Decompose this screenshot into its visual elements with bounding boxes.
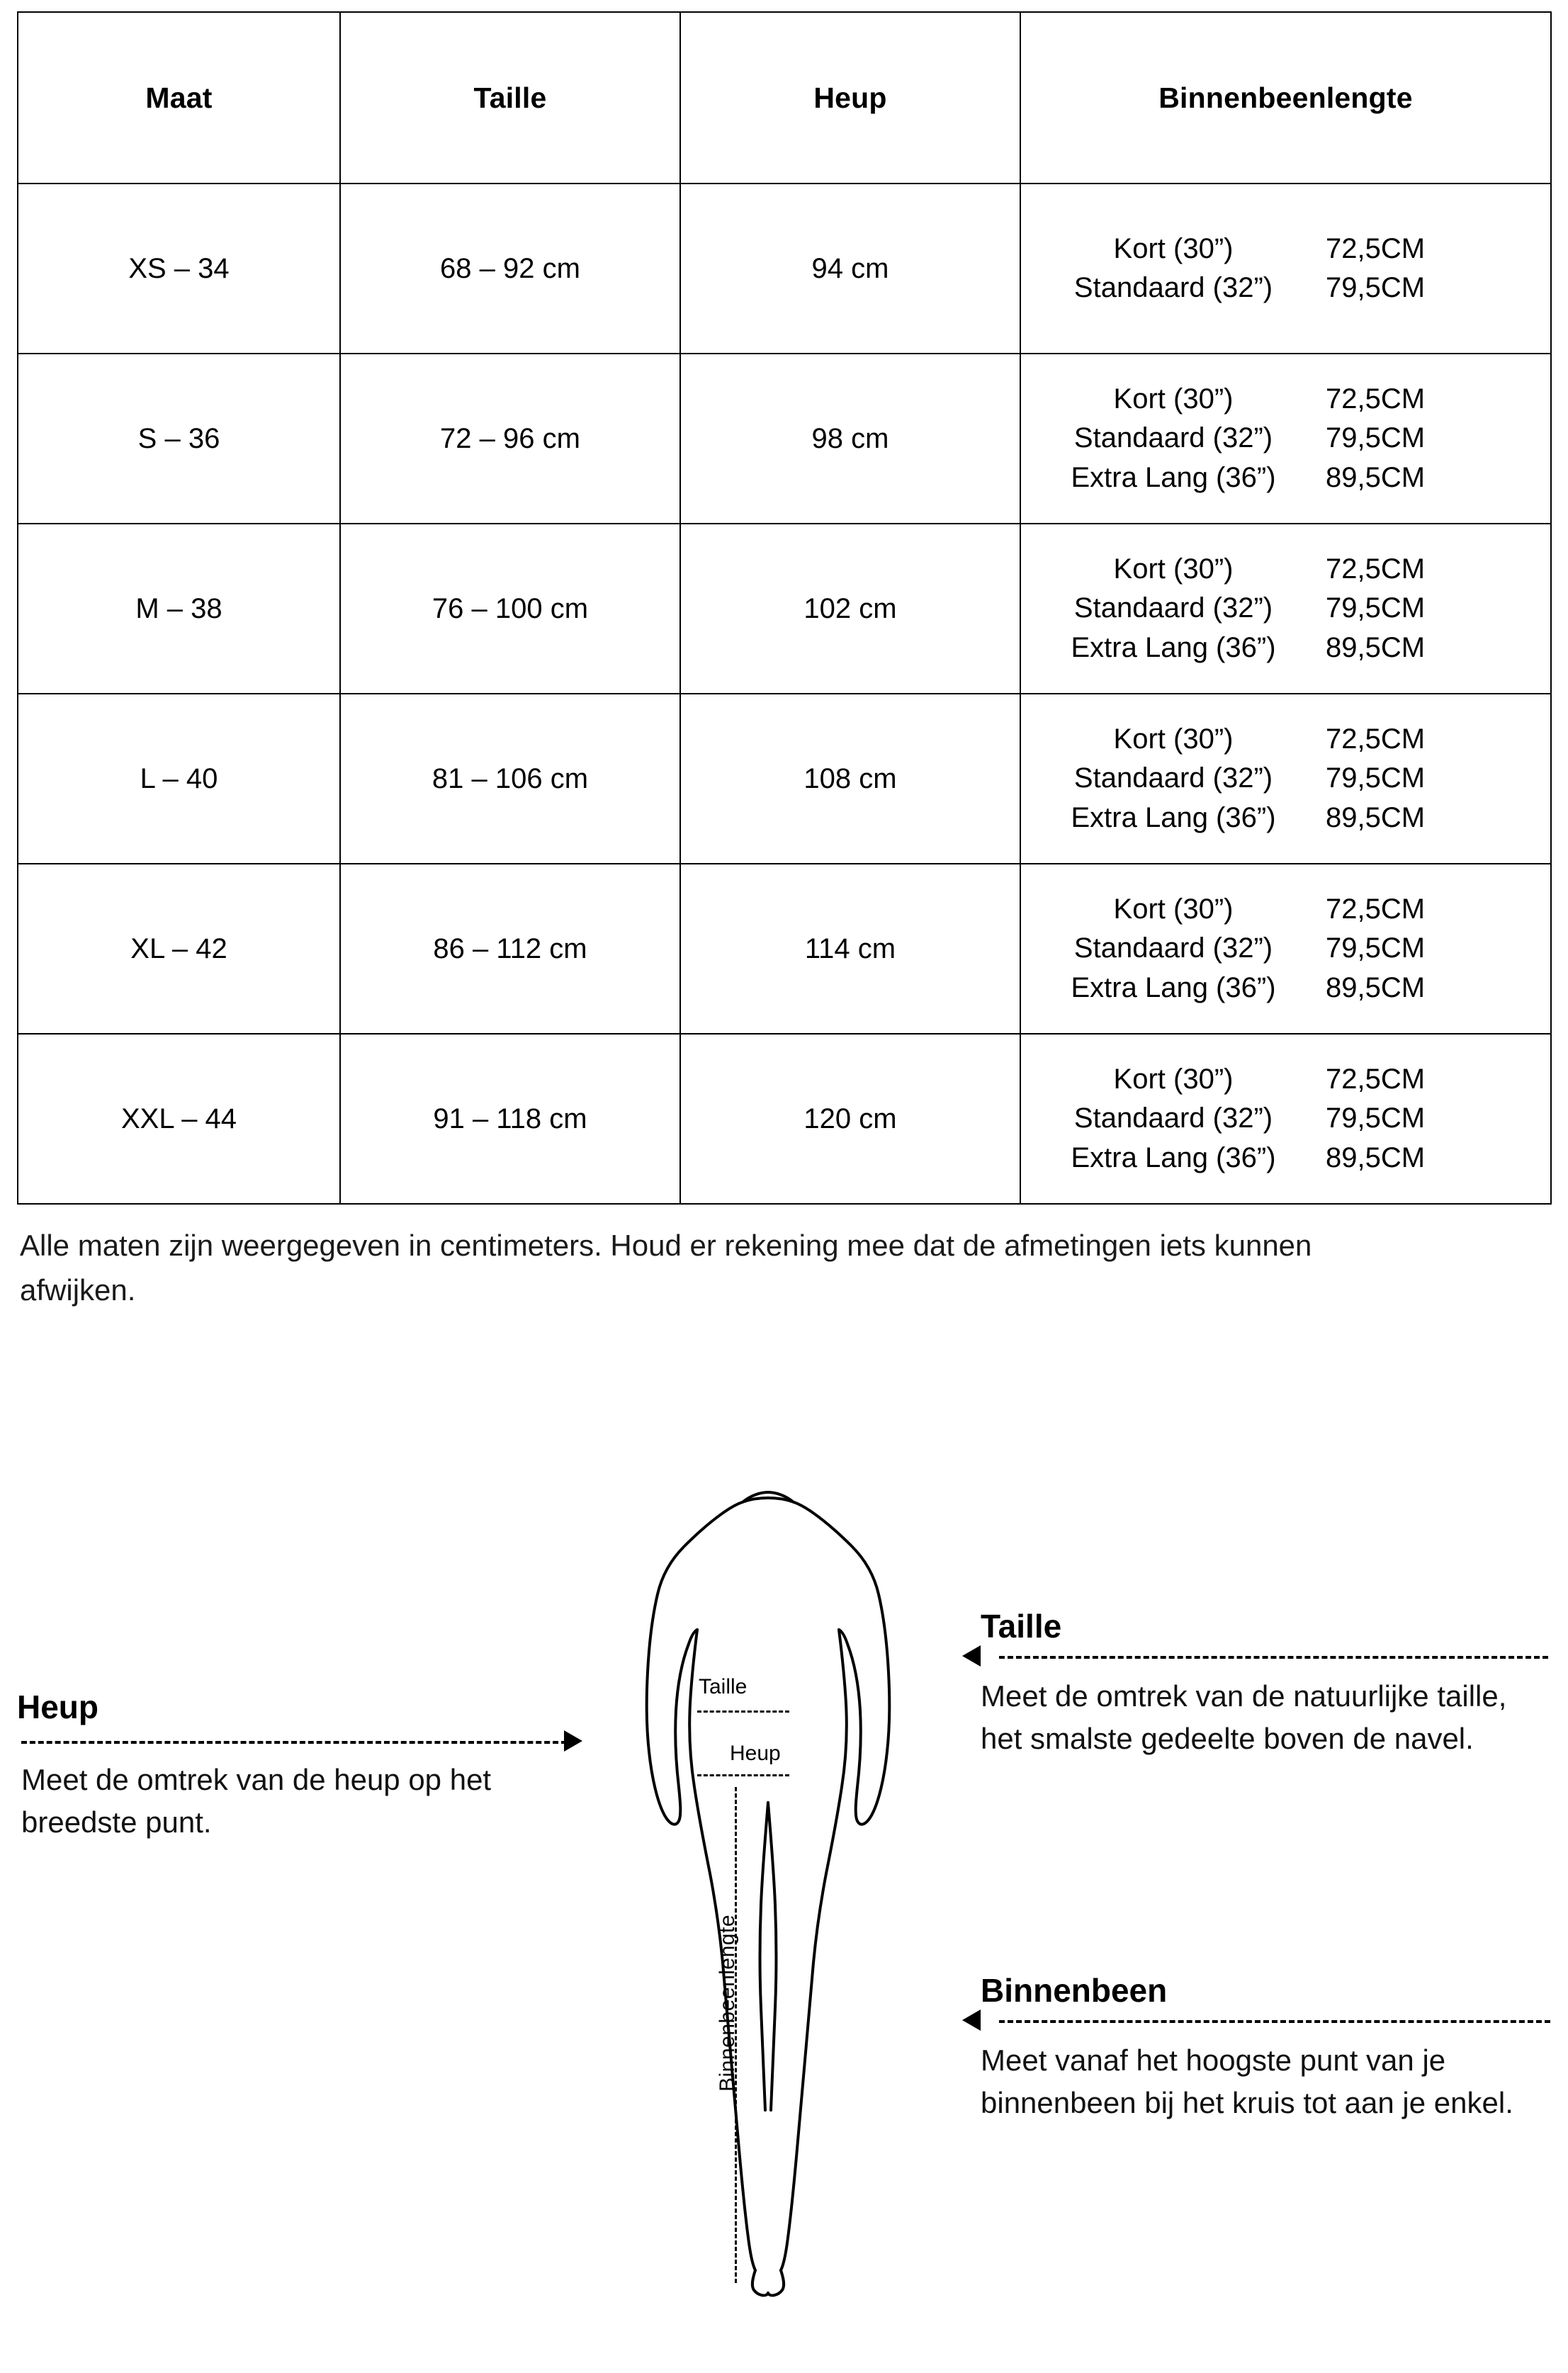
inseam-option (1021, 930, 1550, 966)
inseam-value: 89,5CM (1326, 461, 1426, 493)
inseam-label: Kort (30”) (1113, 383, 1234, 415)
diagram-block-heup (17, 1688, 555, 1730)
table-row (18, 354, 1551, 524)
inseam-option (1021, 270, 1550, 306)
taille-marker-line (697, 1710, 789, 1713)
inseam-label: Kort (30”) (1113, 894, 1234, 925)
cell-maat: L – 40 (18, 694, 340, 864)
inseam-label: Extra Lang (36”) (1071, 971, 1276, 1003)
figure-label-heup: Heup (730, 1742, 781, 1765)
taille-connector-line (999, 1656, 1548, 1659)
cell-maat: XL – 42 (18, 864, 340, 1034)
cell-taille: 81 – 106 cm (340, 694, 680, 864)
column-header-maat: Maat (18, 12, 340, 184)
cell-heup: 102 cm (680, 524, 1020, 694)
binnenbeen-title: Binnenbeen (981, 1972, 1168, 2009)
binnenbeen-arrow-icon (962, 2010, 981, 2031)
cell-taille: 68 – 92 cm (340, 184, 680, 354)
inseam-option (1021, 1061, 1550, 1098)
inseam-value: 72,5CM (1326, 553, 1426, 585)
heup-body-wrap (21, 1759, 546, 1843)
heup-connector-line (21, 1741, 567, 1744)
cell-taille: 91 – 118 cm (340, 1034, 680, 1204)
inseam-option (1021, 1140, 1550, 1176)
inseam-label: Standaard (32”) (1073, 932, 1273, 964)
inseam-label: Extra Lang (36”) (1071, 461, 1276, 493)
table-header-row (18, 12, 1551, 184)
column-header-taille: Taille (340, 12, 680, 184)
inseam-value: 89,5CM (1326, 801, 1426, 833)
body-figure (591, 1482, 945, 2304)
inseam-label: Standaard (32”) (1073, 762, 1273, 794)
inseam-label: Standaard (32”) (1073, 272, 1273, 303)
inseam-value: 89,5CM (1326, 971, 1426, 1003)
inseam-label: Standaard (32”) (1073, 422, 1273, 454)
inseam-label: Extra Lang (36”) (1071, 1142, 1276, 1173)
inseam-value: 72,5CM (1326, 383, 1426, 415)
cell-heup: 120 cm (680, 1034, 1020, 1204)
taille-arrow-icon (962, 1645, 981, 1667)
table-header (18, 12, 1551, 184)
cell-taille: 86 – 112 cm (340, 864, 680, 1034)
inseam-value: 79,5CM (1326, 1103, 1426, 1134)
taille-body-wrap (981, 1675, 1540, 1759)
figure-label-taille: Taille (699, 1675, 748, 1698)
cell-heup: 94 cm (680, 184, 1020, 354)
binnenbeen-body: Meet vanaf het hoogste punt van je binnenbeen bij het kruis tot aan je enkel. (981, 2044, 1513, 2119)
inseam-value: 79,5CM (1326, 272, 1426, 303)
table-row (18, 1034, 1551, 1204)
inseam-option (1021, 630, 1550, 666)
inseam-option (1021, 381, 1550, 417)
cell-heup: 98 cm (680, 354, 1020, 524)
measurement-note: Alle maten zijn weergegeven in centimeters. Houd er rekening mee dat de afmetingen iets kunnen afwijken. (20, 1229, 1312, 1307)
inseam-option (1021, 1100, 1550, 1137)
inseam-value: 72,5CM (1326, 894, 1426, 925)
inseam-label: Kort (30”) (1113, 1064, 1234, 1095)
inseam-label: Standaard (32”) (1073, 1103, 1273, 1134)
column-header-heup: Heup (680, 12, 1020, 184)
taille-body: Meet de omtrek van de natuurlijke taille, het smalste gedeelte boven de navel. (981, 1679, 1507, 1755)
cell-binnenbeenlengte (1020, 354, 1551, 524)
inseam-option (1021, 551, 1550, 587)
inseam-option (1021, 460, 1550, 496)
size-chart-table (17, 11, 1552, 1205)
cell-taille: 76 – 100 cm (340, 524, 680, 694)
table-row (18, 694, 1551, 864)
inseam-value: 89,5CM (1326, 631, 1426, 663)
inseam-option (1021, 760, 1550, 796)
cell-binnenbeenlengte (1020, 1034, 1551, 1204)
measurement-diagram (17, 1475, 1550, 2311)
size-guide-page (0, 11, 1568, 2373)
inseam-option (1021, 800, 1550, 836)
figure-label-binnenbeenlengte: Binnenbeenlengte (716, 1915, 739, 2092)
cell-maat: XXL – 44 (18, 1034, 340, 1204)
inseam-option (1021, 590, 1550, 626)
table-row (18, 864, 1551, 1034)
heup-title: Heup (17, 1689, 98, 1725)
cell-binnenbeenlengte (1020, 864, 1551, 1034)
inseam-label: Extra Lang (36”) (1071, 801, 1276, 833)
inseam-label: Standaard (32”) (1073, 592, 1273, 624)
cell-heup: 114 cm (680, 864, 1020, 1034)
cell-binnenbeenlengte (1020, 184, 1551, 354)
cell-maat: S – 36 (18, 354, 340, 524)
inseam-value: 72,5CM (1326, 1064, 1426, 1095)
heup-body: Meet de omtrek van de heup op het breedste punt. (21, 1763, 492, 1839)
body-outline-icon (591, 1482, 945, 2304)
table-row (18, 184, 1551, 354)
cell-binnenbeenlengte (1020, 524, 1551, 694)
inseam-label: Kort (30”) (1113, 723, 1234, 755)
inseam-value: 79,5CM (1326, 592, 1426, 624)
cell-maat: M – 38 (18, 524, 340, 694)
cell-taille: 72 – 96 cm (340, 354, 680, 524)
diagram-block-taille (981, 1607, 1540, 1650)
table-body (18, 184, 1551, 1204)
column-header-binnenbeenlengte: Binnenbeenlengte (1020, 12, 1551, 184)
cell-binnenbeenlengte (1020, 694, 1551, 864)
inseam-label: Kort (30”) (1113, 232, 1234, 264)
inseam-value: 89,5CM (1326, 1142, 1426, 1173)
inseam-option (1021, 891, 1550, 928)
inseam-option (1021, 970, 1550, 1006)
cell-heup: 108 cm (680, 694, 1020, 864)
inseam-option (1021, 721, 1550, 757)
inseam-option (1021, 231, 1550, 267)
inseam-value: 72,5CM (1326, 232, 1426, 264)
inseam-value: 79,5CM (1326, 422, 1426, 454)
binnenbeen-connector-line (999, 2020, 1550, 2023)
binnenbeen-body-wrap (981, 2039, 1547, 2124)
heup-marker-line (697, 1774, 789, 1776)
inseam-label: Kort (30”) (1113, 553, 1234, 585)
diagram-block-binnenbeen (981, 1971, 1547, 2014)
inseam-label: Extra Lang (36”) (1071, 631, 1276, 663)
cell-maat: XS – 34 (18, 184, 340, 354)
table-row (18, 524, 1551, 694)
inseam-value: 79,5CM (1326, 932, 1426, 964)
inseam-value: 72,5CM (1326, 723, 1426, 755)
inseam-value: 79,5CM (1326, 762, 1426, 794)
inseam-option (1021, 420, 1550, 456)
heup-arrow-icon (564, 1730, 582, 1752)
taille-title: Taille (981, 1608, 1062, 1645)
